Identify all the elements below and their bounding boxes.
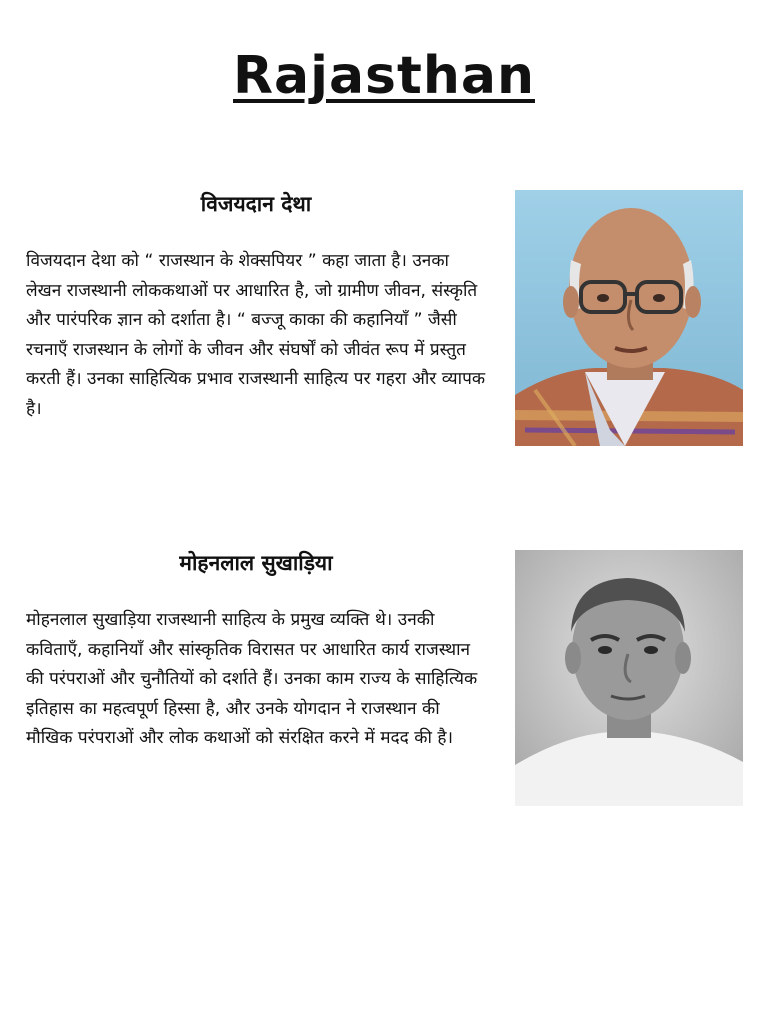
page-title: Rajasthan [233, 46, 535, 106]
section-heading: विजयदान देथा [200, 192, 312, 216]
section-paragraph: मोहनलाल सुखाड़िया राजस्थानी साहित्य के प्रमुख व्यक्ति थे। उनकी कविताएँ, कहानियाँ और सांस्कृतिक विरासत पर आधारित कार्य राजस्थान की परंपराओं और चुनौतियों को दर्शाते हैं। उनका काम राज्य के साहित्यिक इतिहास का महत्वपूर्ण हिस्सा है, और उनके योगदान ने राजस्थान की मौखिक परंपराओं और लोक कथाओं को संरक्षित करने में मदद की है। [26, 610, 478, 748]
portrait-illustration [515, 190, 743, 446]
portrait-photo [515, 190, 743, 446]
section-paragraph: विजयदान देथा को “ राजस्थान के शेक्सपियर ” कहा जाता है। उनका लेखन राजस्थानी लोककथाओं पर आधारित है, जो ग्रामीण जीवन, संस्कृति और पारंपरिक ज्ञान को दर्शाता है। “ बज्जू काका की कहानियाँ ” जैसी रचनाएँ राजस्थान के लोगों के जीवन और संघर्षों को जीवंत रूप में प्रस्तुत करती हैं। उनका साहित्यिक प्रभाव राजस्थानी साहित्य पर गहरा और व्यापक है। [26, 251, 486, 419]
portrait-photo [515, 550, 743, 806]
portrait-illustration [515, 550, 743, 806]
section-heading: मोहनलाल सुखाड़िया [179, 551, 333, 575]
